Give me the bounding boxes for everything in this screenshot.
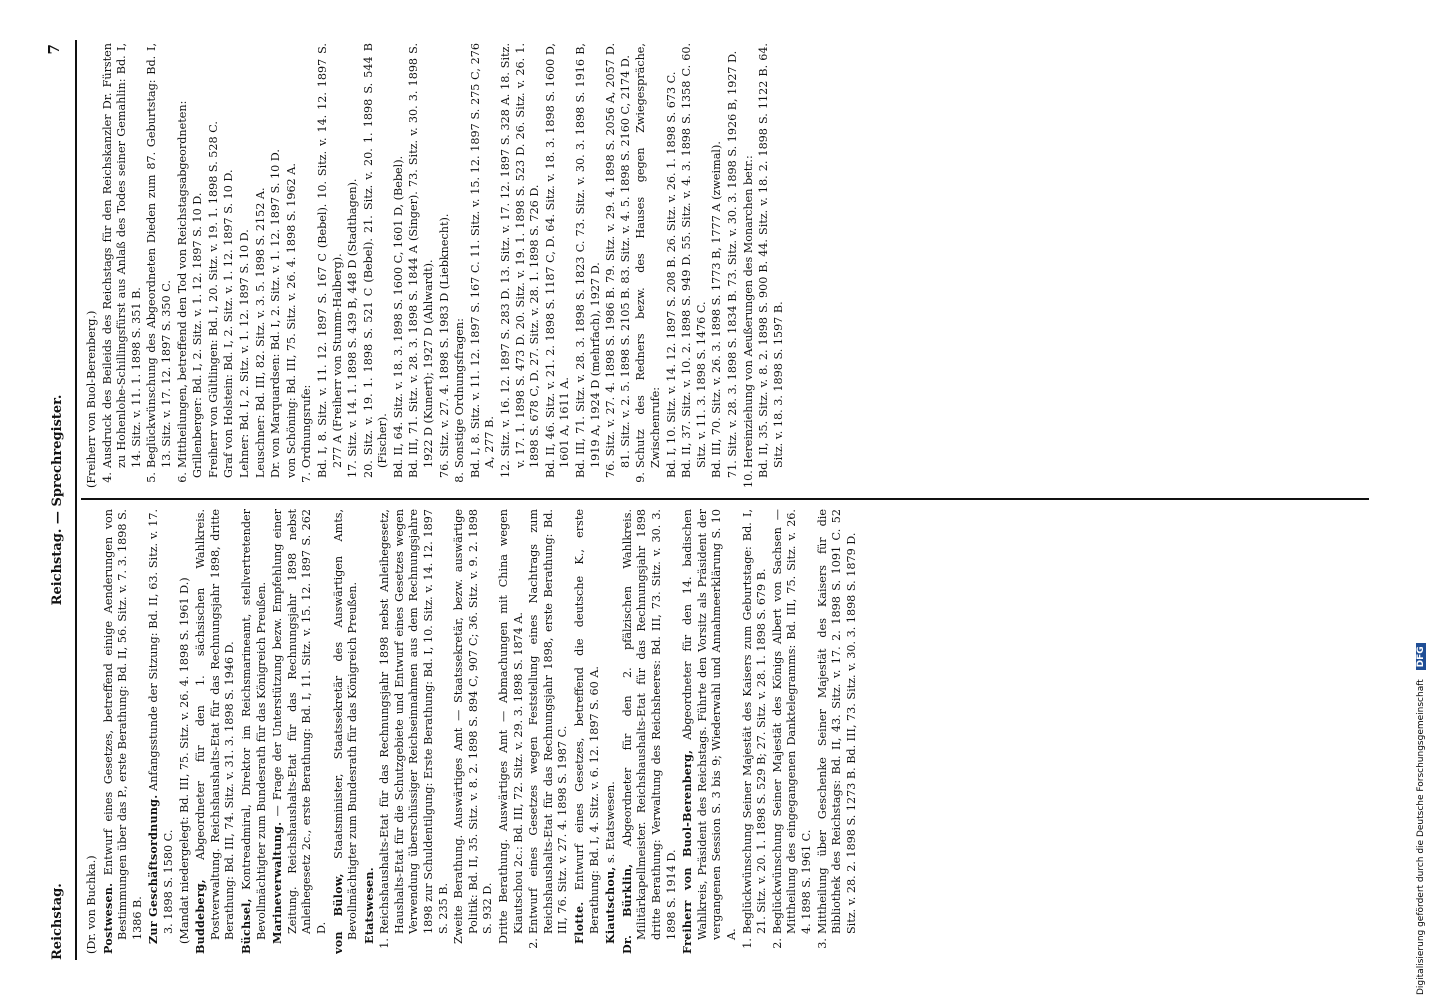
- entry-text: Entwurf eines Gesetzes, betreffend die deutsche K., erste Berathung: Bd. I, 4. Sitz. v. 6. 12. 1897 S. 60 A.: [573, 509, 601, 934]
- entry-heading: Postwesen.: [100, 882, 115, 954]
- item-text: Entwurf eines Gesetzes wegen Feststellung eines Nachtrags zum Reichshaushalts-Etat für das Rechnungsjahr 1898, erste Berathung: Bd. III, 76. Sitz. v. 27. 4. 1898 S. 1987 C.: [527, 509, 570, 934]
- numbered-item: [741, 509, 770, 954]
- entry-text: 12. Sitz. v. 16. 12. 1897 S. 283 D. 13. Sitz. v. 17. 12. 1897 S. 328 A. 18. Sitz. v. 17. 1. 1898 S. 473 D. 20. Sitz. v. 19. 1. 1898 S. 523 D. 26. Sitz. v. 26. 1. 1898 S. 678 C, D. 27. Sitz. v. 28. 1. 1898 S. 726 D.: [499, 43, 542, 478]
- entry-heading: Zur Geschäftsordnung.: [146, 794, 161, 944]
- sub-entry: [757, 43, 786, 488]
- item-number: 3.: [815, 938, 829, 949]
- entry-heading: Buddeberg,: [193, 879, 208, 954]
- sub-entry: [407, 43, 436, 488]
- sub-entry: [362, 43, 391, 488]
- sub-entry: [178, 509, 193, 954]
- right-column: [85, 43, 1375, 488]
- page-header: [45, 40, 77, 960]
- sub-entry: [269, 43, 284, 488]
- entry-text: 76. Sitz. v. 27. 4. 1898 S. 1983 D (Liebknecht).: [437, 213, 451, 478]
- item-number: 6.: [175, 472, 189, 483]
- entry-text: Bd. III, 70. Sitz. v. 26. 3. 1898 S. 1773 B, 1777 A (zweimal).: [710, 141, 724, 478]
- item-text: Sonstige Ordnungsfragen:: [453, 318, 467, 468]
- entry-text: Anfangsstunde der Sitzung: Bd. II, 63. Sitz. v. 17. 3. 1898 S. 1580 C.: [147, 509, 175, 934]
- running-head-title: Reichstag. — Sprechregister.: [50, 394, 65, 606]
- sub-entry: [392, 43, 407, 488]
- register-entry: [620, 509, 679, 954]
- sub-entry: [499, 43, 543, 488]
- sub-entry: [285, 43, 300, 488]
- register-entry: [101, 509, 146, 954]
- entry-heading: Kiautschou,: [603, 866, 618, 944]
- entry-text: 17. Sitz. v. 14. 1. 1898 S. 439 B, 448 D (Stadthagen).: [346, 178, 360, 478]
- item-number: 1.: [740, 938, 754, 949]
- item-number: 4.: [100, 472, 114, 483]
- sub-entry: [469, 43, 498, 488]
- item-text: Hereinziehung von Aeußerungen des Monarchen betr.:: [741, 155, 755, 468]
- register-entry: [331, 509, 361, 954]
- item-text: Reichshaushalts-Etat für das Rechnungsjahr 1898 nebst Anleihegesetz, Haushalts-Etat für die Schutzgebiete und Entwurf eines Gesetzes wegen Verwendung überschüssiger Reichseinnahmen aus dem Rechnungsjahre 1898 zur Schuldentilgung: Erste Berathung: Bd. I, 10. Sitz. v. 14. 12. 1897 S. 235 B.: [378, 509, 450, 934]
- sub-entry: [254, 43, 269, 488]
- register-entry: [193, 509, 238, 954]
- numbered-item: [378, 509, 451, 954]
- numbered-item: [300, 43, 315, 488]
- sub-entry: [726, 43, 741, 488]
- sub-entry: [665, 43, 680, 488]
- entry-text: Grillenberger: Bd. I, 2. Sitz. v. 1. 12. 1897 S. 10 D.: [191, 192, 205, 478]
- entry-text: 71. Sitz. v. 28. 3. 1898 S. 1834 B. 73. Sitz. v. 30. 3. 1898 S. 1926 B, 1927 D.: [725, 50, 739, 478]
- dfg-logo: DFG: [1416, 643, 1426, 670]
- item-number: 5.: [145, 472, 159, 483]
- entry-text: Kontreadmiral, Direktor im Reichsmarineamt, stellvertretender Bevollmächtigter zum Bundesrath für das Königreich Preußen.: [239, 509, 268, 940]
- entry-text: Bd. III, 71. Sitz. v. 28. 3. 1898 S. 1823 C. 73. Sitz. v. 30. 3. 1898 S. 1916 B, 1919 A, 1924 D (mehrfach), 1927 D.: [574, 43, 602, 478]
- numbered-item: [634, 43, 663, 488]
- item-text: Ausdruck des Beileids des Reichstags für den Reichskanzler Dr. Fürsten zu Hohenlohe-Schillingsfürst aus Anlaß des Todes seiner Gemahlin: Bd. I, 14. Sitz. v. 11. 1. 1898 S. 351 B.: [100, 43, 143, 468]
- item-text: Mittheilung über Geschenke Seiner Majestät des Kaisers für die Bibliothek des Reichstags: Bd. II, 43. Sitz. v. 17. 2. 1898 S. 1091 C. 52 Sitz. v. 28. 2. 1898 S. 1273 B. Bd. III, 73. Sitz. v. 30. 3. 1898 S. 1879 D.: [815, 509, 858, 934]
- sub-entry: [238, 43, 253, 488]
- sub-entry: [146, 509, 176, 954]
- entry-text: Abgeordneter für den 14. badischen Wahlkreis, Präsident des Reichstags. Führte den Vorsitz als Präsident der vergangenen Session S. 3 bis 9; Wiederwahl und Annahmeerklärung S. 10 A.: [681, 509, 738, 940]
- entry-text: Bd. II, 46. Sitz. v. 21. 2. 1898 S. 1187 C, D. 64. Sitz. v. 18. 3. 1898 S. 1600 D, 1601 A, 1611 A.: [543, 43, 572, 478]
- numbered-item: [453, 43, 468, 488]
- sub-entry: [346, 43, 361, 488]
- sub-entry: [574, 43, 603, 488]
- sub-entry: [362, 509, 378, 954]
- sub-entry: [452, 509, 496, 954]
- entry-text: Leuschner: Bd. III, 82. Sitz. v. 3. 5. 1898 S. 2152 A.: [253, 187, 267, 478]
- entry-text: Bd. III, 71. Sitz. v. 28. 3. 1898 S. 1844 A (Singer). 73. Sitz. v. 30. 3. 1898 S. 1922 D (Kunert); 1927 D (Ahlwardt).: [407, 43, 436, 478]
- page-number: 7: [45, 44, 63, 55]
- entry-text: Bd. I, 8. Sitz. v. 11. 12. 1897 S. 167 C (Bebel). 10. Sitz. v. 14. 12. 1897 S. 277 A (Freiherr von Stumm-Halberg).: [315, 43, 344, 478]
- entry-text: — Frage der Unterstützung bezw. Empfehlung einer Zeitung. Reichshaushalts-Etat für das Rechnungsjahr 1898 nebst Anleihegesetz 2c., erste Berathung: Bd. I, 11. Sitz. v. 15. 12. 1897 S. 262 D.: [271, 509, 328, 934]
- entry-text: 76. Sitz. v. 27. 4. 1898 S. 1986 B. 79. Sitz. v. 29. 4. 1898 S. 2056 A, 2057 D. 81. Sitz. v. 2. 5. 1898 S. 2105 B. 83. Sitz. v. 4. 5. 1898 S. 2160 C, 2174 D.: [604, 43, 632, 478]
- entry-text: Bd. II, 37. Sitz. v. 10. 2. 1898 S. 949 D. 55. Sitz. v. 4. 3. 1898 S. 1358 C. 60. Sitz. v. 11. 3. 1898 S. 1476 C.: [680, 43, 708, 478]
- entry-heading: Freiherr von Buol-Berenberg,: [680, 749, 695, 954]
- entry-text: Bd. II, 64. Sitz. v. 18. 3. 1898 S. 1600 C, 1601 D, (Bebel).: [391, 155, 405, 478]
- item-number: 2.: [770, 938, 784, 949]
- entry-text: (Dr. von Buchka.): [85, 855, 98, 954]
- sub-entry: [603, 509, 619, 954]
- entry-text: 20. Sitz. v. 19. 1. 1898 S. 521 C (Bebel). 21. Sitz. v. 20. 1. 1898 S. 544 B (Fischer).: [361, 43, 390, 478]
- sub-entry: [572, 509, 602, 954]
- sub-entry: [710, 43, 725, 488]
- sub-entry: [270, 509, 329, 954]
- numbered-item: [816, 509, 860, 954]
- entry-text: Abgeordneter für den 2. pfälzischen Wahlkreis. Militärkapellmeister. Reichshaushalts-Etat für das Rechnungsjahr 1898 dritte Berathung: Verwaltung des Reichsheeres: Bd. III, 73. Sitz. v. 30. 3. 1898 S. 1914 D.: [620, 509, 678, 940]
- register-page: [45, 40, 1375, 960]
- entry-text: Bd. II, 35. Sitz. v. 8. 2. 1898 S. 900 B. 44. Sitz. v. 18. 2. 1898 S. 1122 B. 64. Sitz. v. 18. 3. 1898 S. 1597 B.: [757, 43, 785, 478]
- running-head-left: Reichstag.: [50, 883, 65, 960]
- left-column: [85, 509, 1375, 954]
- numbered-item: [527, 509, 571, 954]
- numbered-item: [101, 43, 145, 488]
- entry-text: Entwurf eines Gesetzes, betreffend einige Aenderungen von Bestimmungen über das P., erste Berathung: Bd. II, 56. Sitz. v. 7. 3. 1898 S. 1386 B.: [101, 509, 144, 940]
- entry-text: Dr. von Marquardsen: Bd. I, 2. Sitz. v. 1. 12. 1897 S. 10 D.: [269, 149, 283, 478]
- entry-text: s. Etatswesen.: [604, 781, 618, 863]
- sub-entry: [604, 43, 633, 488]
- numbered-item: [145, 43, 174, 488]
- entry-text: Freiherr von Gültlingen: Bd. I, 20. Sitz. v. 19. 1. 1898 S. 528 C.: [206, 121, 220, 478]
- sub-entry: [680, 43, 709, 488]
- item-number: 10.: [741, 470, 755, 488]
- entry-text: Bd. I, 10. Sitz. v. 14. 12. 1897 S. 208 B. 26. Sitz. v. 26. 1. 1898 S. 673 C.: [664, 71, 678, 478]
- item-text: Mittheilungen, betreffend den Tod von Reichstagsabgeordneten:: [175, 100, 189, 468]
- sub-entry: [438, 43, 453, 488]
- entry-heading: Flotte.: [572, 901, 586, 944]
- item-text: Ordnungsrufe:: [300, 384, 314, 468]
- entry-text: Lehner: Bd. I, 2. Sitz. v. 1. 12. 1897 S. 10 D.: [237, 229, 251, 478]
- register-entry: [85, 43, 100, 488]
- entry-text: (Mandat niedergelegt: Bd. III, 75. Sitz. v. 26. 4. 1898 S. 1961 D.): [177, 577, 191, 944]
- item-number: 1.: [378, 938, 392, 949]
- sub-entry: [544, 43, 573, 488]
- entry-text: Bd. I, 8. Sitz. v. 11. 12. 1897 S. 167 C. 11. Sitz. v. 15. 12. 1897 S. 275 C, 276 A, 277 B.: [468, 43, 497, 478]
- dfg-watermark-text: Digitalisierung gefördert durch die Deutsche Forschungsgemeinschaft: [1416, 679, 1426, 995]
- sub-entry: [497, 509, 526, 954]
- item-text: Beglückwünschung Seiner Majestät des Kaisers zum Geburtstage: Bd. I, 21. Sitz. v. 20. 1. 1898 S. 529 B; 27. Sitz. v. 28. 1. 1898 S. 679 B.: [740, 509, 769, 934]
- entry-heading: Etatswesen.: [361, 867, 376, 944]
- entry-text: Dritte Berathung. Auswärtiges Amt — Abmachungen mit China wegen Kiautschou 2c.: Bd. III, 72. Sitz. v. 29. 3. 1898 S. 1874 A.: [497, 509, 525, 944]
- item-text: Schutz des Redners bezw. des Hauses gegen Zwiegespräche, Zwischenrufe:: [634, 43, 662, 468]
- sub-entry: [222, 43, 237, 488]
- register-entry: [239, 509, 269, 954]
- register-entry: [85, 509, 100, 954]
- entry-text: Graf von Holstein: Bd. I, 2. Sitz. v. 1. 12. 1897 S. 10 D.: [222, 169, 236, 478]
- item-number: 2.: [527, 938, 541, 949]
- entry-text: Abgeordneter für den 1. sächsischen Wahlkreis. Postverwaltung. Reichshaushalts-Etat für das Rechnungsjahr 1898, dritte Berathung: Bd. III, 74. Sitz. v. 31. 3. 1898 S. 1946 D.: [194, 509, 237, 940]
- numbered-item: [742, 43, 757, 488]
- item-number: 7.: [300, 472, 314, 483]
- dfg-watermark: [1416, 643, 1426, 995]
- entry-heading: Dr. Bürklin,: [619, 863, 634, 954]
- item-number: 9.: [634, 472, 648, 483]
- entry-text: von Schöning: Bd. III, 75. Sitz. v. 26. 4. 1898 S. 1962 A.: [284, 163, 298, 478]
- entry-text: (Freiherr von Buol-Berenberg.): [85, 310, 98, 488]
- header-rule: [75, 40, 77, 960]
- entry-heading: Büchsel,: [238, 898, 253, 954]
- item-text: Beglückwünschung Seiner Majestät des Königs Albert von Sachsen — Mittheilung des eingegangenen Danktelegramms: Bd. III, 75. Sitz. v. 26. 4. 1898 S. 1961 C.: [770, 509, 813, 934]
- item-text: Beglückwünschung des Abgeordneten Dieden zum 87. Geburtstag: Bd. I, 13. Sitz. v. 17. 12. 1897 S. 350 C.: [145, 43, 173, 468]
- numbered-item: [176, 43, 191, 488]
- sub-entry: [316, 43, 345, 488]
- sub-entry: [191, 43, 206, 488]
- numbered-item: [771, 509, 815, 954]
- entry-heading: von Bülow,: [330, 873, 345, 954]
- register-entry: [680, 509, 739, 954]
- entry-text: Staatsminister, Staatssekretär des Auswärtigen Amts, Bevollmächtigter zum Bundesrath für das Königreich Preußen.: [331, 509, 360, 940]
- entry-heading: Marineverwaltung.: [270, 821, 285, 944]
- item-number: 8.: [453, 472, 467, 483]
- entry-text: Zweite Berathung. Auswärtiges Amt — Staatssekretär, bezw. auswärtige Politik: Bd. II, 35. Sitz. v. 8. 2. 1898 S. 894 C, 907 C; 36. Sitz. v. 9. 2. 1898 S. 932 D.: [452, 509, 495, 944]
- column-divider: [81, 498, 1369, 500]
- sub-entry: [207, 43, 222, 488]
